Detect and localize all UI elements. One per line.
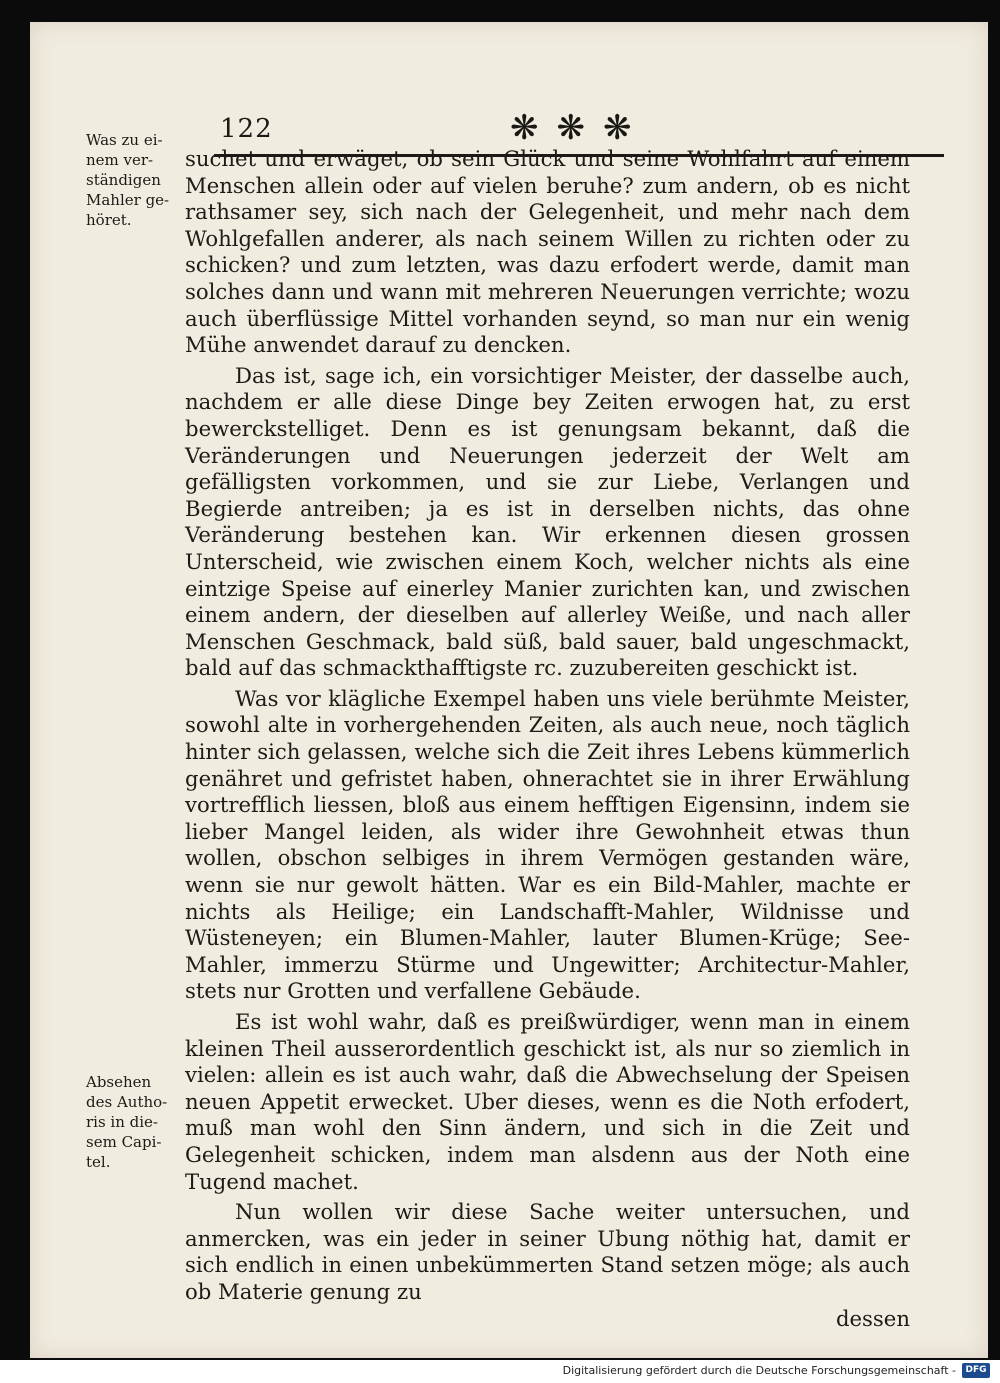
page-number: 122: [220, 114, 273, 144]
catchword: dessen: [835, 1305, 910, 1331]
paragraph-2: Das ist, sage ich, ein vorsichtiger Meister, der dasselbe auch, nachdem er alle diese Dinge bey Zeiten erwogen hat, zu erst bewerckstelliget. Denn es ist genungsam bekannt, daß die Veränderungen und Neuerungen jederzeit der Welt am gefälligsten vorkommen, und sie zur Liebe, Verlangen und Begierde antreiben; ja es ist in derselben nichts, das ohne Veränderung bestehen kan. Wir erkennen diesen grossen Unterscheid, wie zwischen einem Koch, welcher nichts als eine eintzige Speise auf einerley Manier zurichten kan, und zwischen einem andern, der dieselben auf allerley Weiße, und nach aller Menschen Geschmack, bald süß, bald sauer, bald ungeschmackt, bald auf das schmackthafftigste rc. zuzubereiten geschickt ist.: [185, 362, 910, 681]
margin-note-2: Absehen des Autho- ris in die- sem Capi- tel.: [86, 1073, 168, 1171]
funding-notice: Digitalisierung gefördert durch die Deutsche Forschungsgemeinschaft -: [562, 1364, 956, 1377]
paragraph-4: Es ist wohl wahr, daß es preißwürdiger, wenn man in einem kleinen Theil ausserordentlich geschickt ist, als nur so ziemlich in vielen: allein es ist auch wahr, daß die Abwechselung der Speisen neuen Appetit erwecket. Uber dieses, wenn es die Noth erfodert, muß man wohl den Sinn ändern, und sich in die Zeit und Gelegenheit schicken, indem man alsdenn aus der Noth eine Tugend machet.: [185, 1009, 910, 1194]
paragraph-5: Nun wollen wir diese Sache weiter untersuchen, und anmercken, was ein jeder in seiner Ubung nöthig hat, damit er sich endlich in einen unbekümmerten Stand setzen möge; als auch ob Materie genung zu: [185, 1199, 910, 1304]
paragraph-3: Was vor klägliche Exempel haben uns viele berühmte Meister, sowohl alte in vorhergehenden Zeiten, als auch neue, noch täglich hinter sich gelassen, welche sich die Zeit ihres Lebens kümmerlich genähret und gefristet haben, ohnerachtet sie in ihrer Erwählung vortrefflich liessen, bloß aus einem hefftigen Eigensinn, indem sie lieber Mangel leiden, als wider ihre Gewohnheit etwas thun wollen, obschon selbiges in ihrem Vermögen gestanden wäre, wenn sie nur gewolt hätten. War es ein Bild-Mahler, machte er nichts als Heilige; ein Landschafft-Mahler, Wildnisse und Wüsteneyen; ein Blumen-Mahler, lauter Blumen-Krüge; See-Mahler, immerzu Stürme und Ungewitter; Architectur-Mahler, stets nur Grotten und verfallene Gebäude.: [185, 685, 910, 1004]
paragraph-1: suchet und erwäget, ob sein Glück und seine Wohlfahrt auf einem Menschen allein oder auf vielen beruhe? zum andern, ob es nicht rathsamer sey, sich nach der Gelegenheit, und mehr nach dem Wohlgefallen anderer, als nach seinem Willen zu richten oder zu schicken? und zum letzten, was dazu erfodert werde, damit man solches dann und wann mit mehreren Neuerungen verrichte; wozu auch überflüssige Mittel vorhanden seynd, so man nur ein wenig Mühe anwendet darauf zu dencken.: [185, 146, 910, 358]
body-text: [185, 146, 910, 1332]
margin-note-1: Was zu ei- nem ver- ständigen Mahler ge- höret.: [86, 131, 170, 229]
dfg-logo-icon: DFG: [962, 1363, 990, 1378]
footer-bar: [0, 1360, 1000, 1383]
header-ornaments: ❋❋❋: [510, 108, 650, 148]
